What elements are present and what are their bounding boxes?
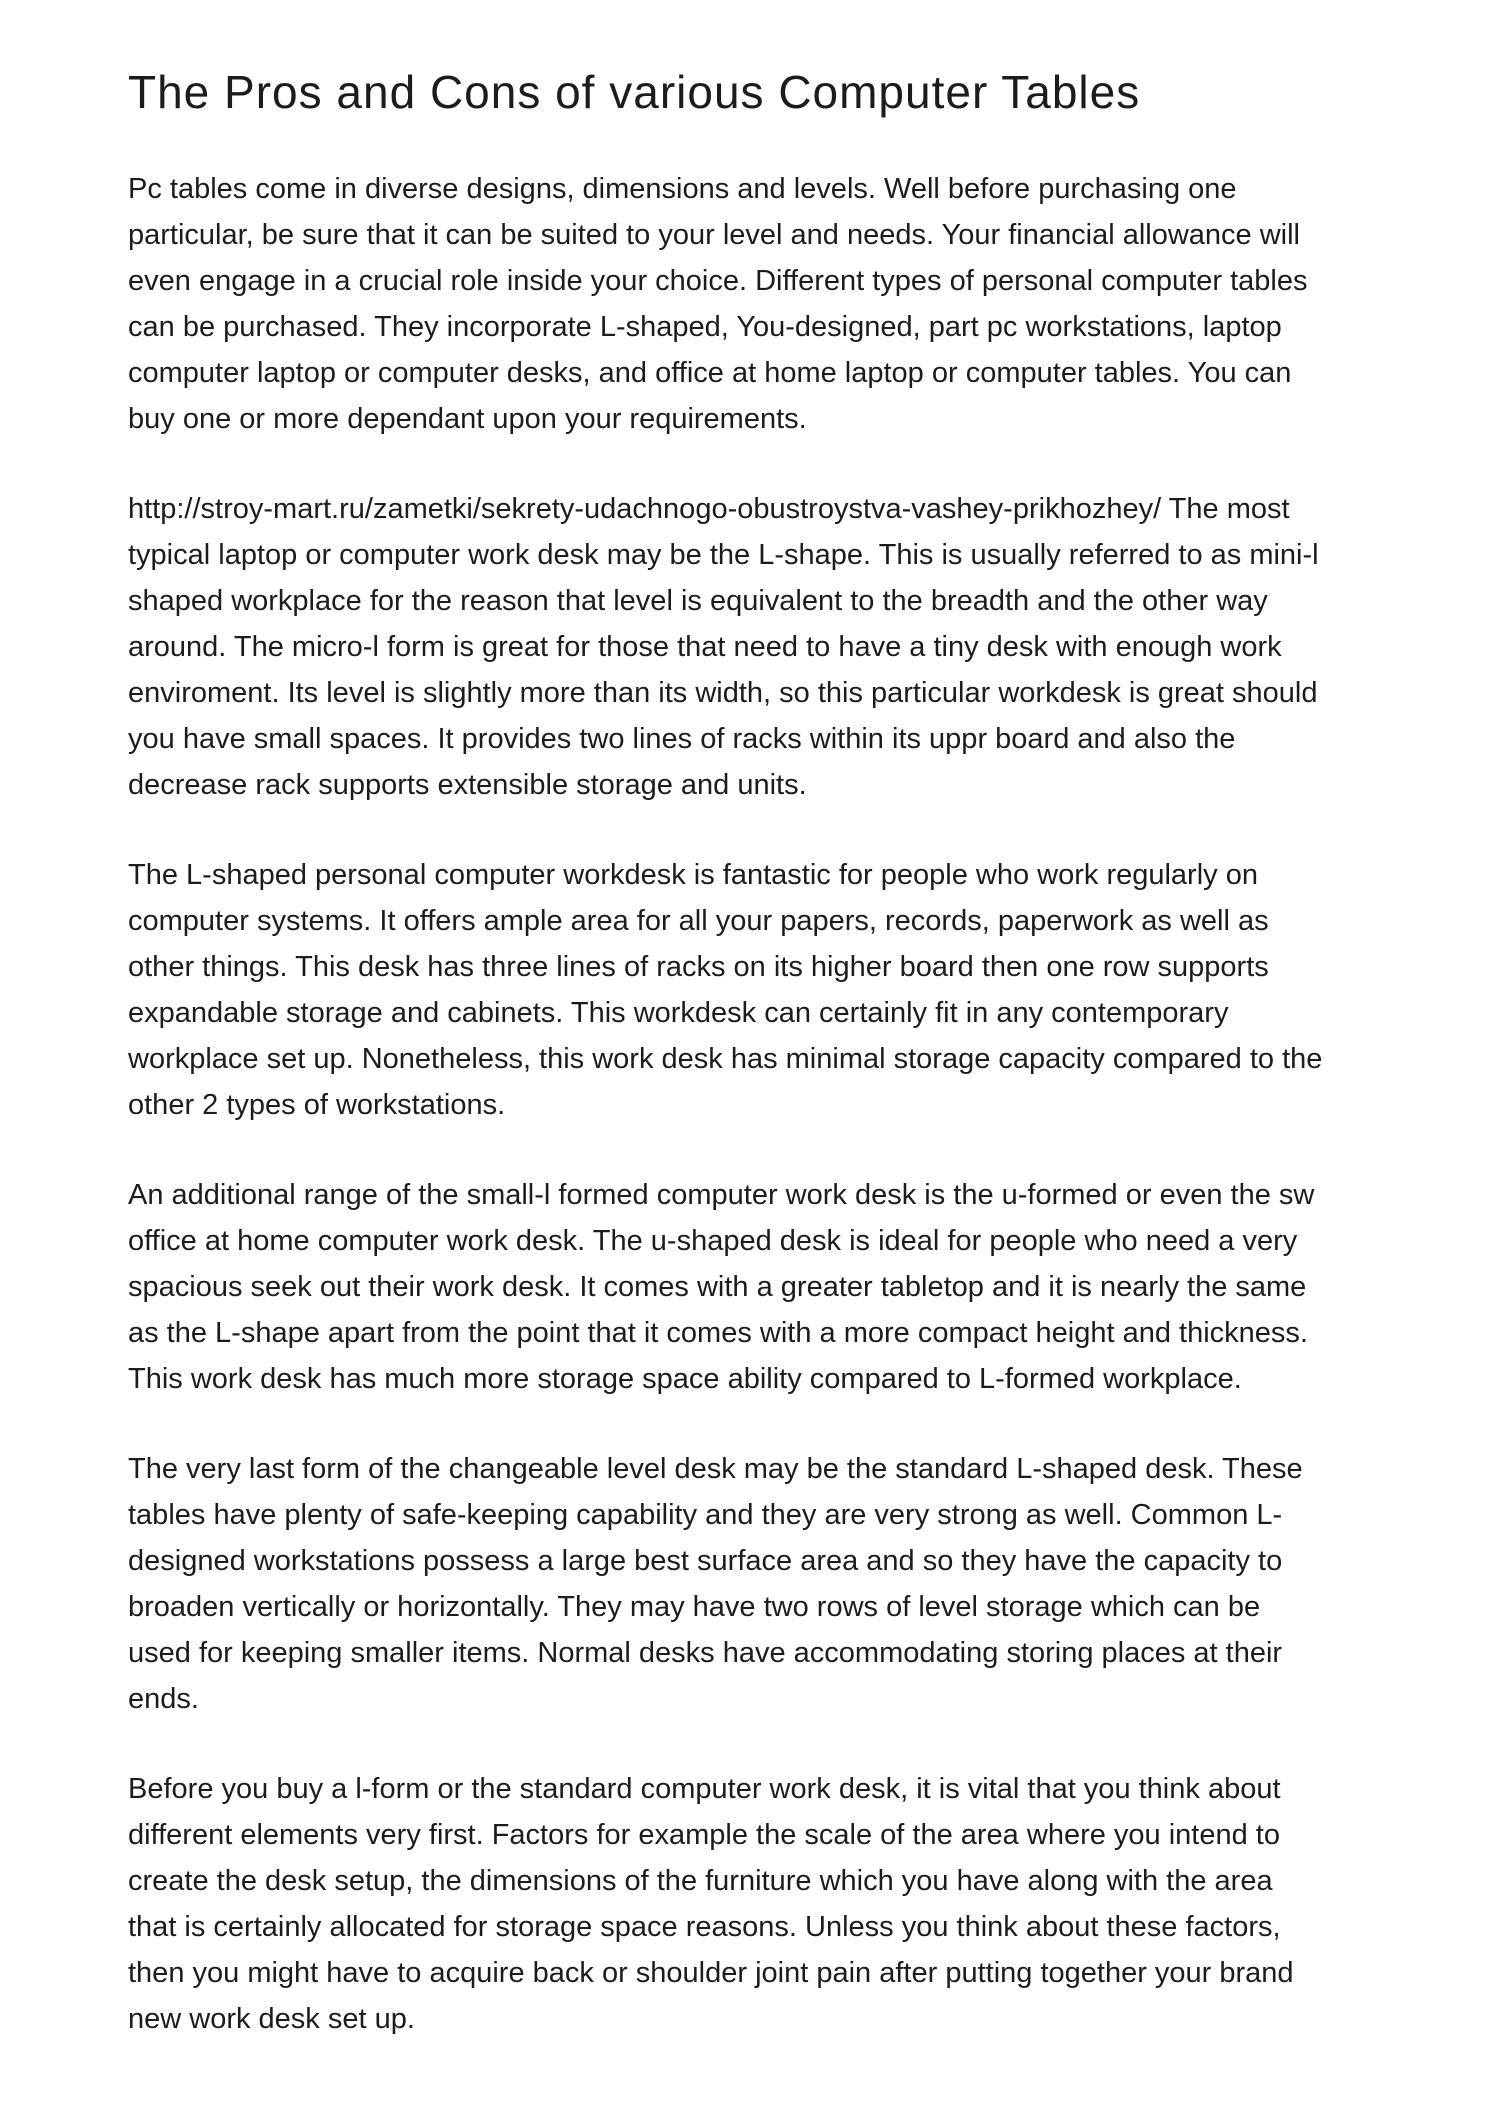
text-line: typical laptop or computer work desk may be the L-shape. This is usually referred to as mini-l bbox=[128, 539, 1319, 571]
text-line: other things. This desk has three lines of racks on its higher board then one row supports bbox=[128, 951, 1269, 983]
text-line: ends. bbox=[128, 1683, 199, 1715]
text-line: The L-shaped personal computer workdesk is fantastic for people who work regularly on bbox=[128, 859, 1258, 891]
text-line: other 2 types of workstations. bbox=[128, 1089, 506, 1121]
text-line: computer laptop or computer desks, and office at home laptop or computer tables. You can bbox=[128, 357, 1292, 389]
text-line: broaden vertically or horizontally. They may have two rows of level storage which can be bbox=[128, 1591, 1261, 1623]
text-line: new work desk set up. bbox=[128, 2003, 415, 2035]
text-line: that is certainly allocated for storage space reasons. Unless you think about these factors, bbox=[128, 1911, 1281, 1943]
paragraph-6 bbox=[128, 1766, 1388, 2042]
text-line: workplace set up. Nonetheless, this work desk has minimal storage capacity compared to the bbox=[128, 1043, 1323, 1075]
text-line: This work desk has much more storage space ability compared to L-formed workplace. bbox=[128, 1363, 1242, 1395]
text-line: buy one or more dependant upon your requirements. bbox=[128, 403, 807, 435]
text-line: spacious seek out their work desk. It comes with a greater tabletop and it is nearly the same bbox=[128, 1271, 1307, 1303]
text-line: tables have plenty of safe-keeping capability and they are very strong as well. Common L- bbox=[128, 1499, 1283, 1531]
text-line: can be purchased. They incorporate L-shaped, You-designed, part pc workstations, laptop bbox=[128, 311, 1282, 343]
text-line: designed workstations possess a large best surface area and so they have the capacity to bbox=[128, 1545, 1283, 1577]
text-line: enviroment. Its level is slightly more than its width, so this particular workdesk is great should bbox=[128, 677, 1318, 709]
text-line: Before you buy a l-form or the standard computer work desk, it is vital that you think about bbox=[128, 1773, 1281, 1805]
page-title: The Pros and Cons of various Computer Tables bbox=[128, 66, 1141, 118]
paragraph-4 bbox=[128, 1172, 1388, 1402]
text-line: create the desk setup, the dimensions of the furniture which you have along with the area bbox=[128, 1865, 1273, 1897]
text-line: particular, be sure that it can be suited to your level and needs. Your financial allowance will bbox=[128, 219, 1300, 251]
paragraph-3 bbox=[128, 852, 1388, 1128]
text-line: computer systems. It offers ample area for all your papers, records, paperwork as well as bbox=[128, 905, 1269, 937]
text-line: shaped workplace for the reason that level is equivalent to the breadth and the other way bbox=[128, 585, 1268, 617]
text-line: used for keeping smaller items. Normal desks have accommodating storing places at their bbox=[128, 1637, 1283, 1669]
text-line: decrease rack supports extensible storage and units. bbox=[128, 769, 807, 801]
paragraph-5 bbox=[128, 1446, 1388, 1722]
paragraph-2 bbox=[128, 486, 1388, 808]
text-line: as the L-shape apart from the point that it comes with a more compact height and thickness. bbox=[128, 1317, 1308, 1349]
text-line: office at home computer work desk. The u-shaped desk is ideal for people who need a very bbox=[128, 1225, 1298, 1257]
text-line: even engage in a crucial role inside your choice. Different types of personal computer tables bbox=[128, 265, 1308, 297]
text-line: different elements very first. Factors for example the scale of the area where you intend to bbox=[128, 1819, 1280, 1851]
text-line: The very last form of the changeable level desk may be the standard L-shaped desk. These bbox=[128, 1453, 1303, 1485]
text-line: then you might have to acquire back or shoulder joint pain after putting together your brand bbox=[128, 1957, 1294, 1989]
text-line: An additional range of the small-l formed computer work desk is the u-formed or even the sw bbox=[128, 1179, 1315, 1211]
text-line: you have small spaces. It provides two lines of racks within its uppr board and also the bbox=[128, 723, 1236, 755]
paragraph-1 bbox=[128, 166, 1388, 442]
text-line: expandable storage and cabinets. This workdesk can certainly fit in any contemporary bbox=[128, 997, 1229, 1029]
document-page bbox=[128, 62, 1388, 2086]
text-line: http://stroy-mart.ru/zametki/sekrety-udachnogo-obustroystva-vashey-prikhozhey/ The most bbox=[128, 493, 1290, 525]
text-line: around. The micro-l form is great for those that need to have a tiny desk with enough work bbox=[128, 631, 1282, 663]
text-line: Pc tables come in diverse designs, dimensions and levels. Well before purchasing one bbox=[128, 173, 1237, 205]
